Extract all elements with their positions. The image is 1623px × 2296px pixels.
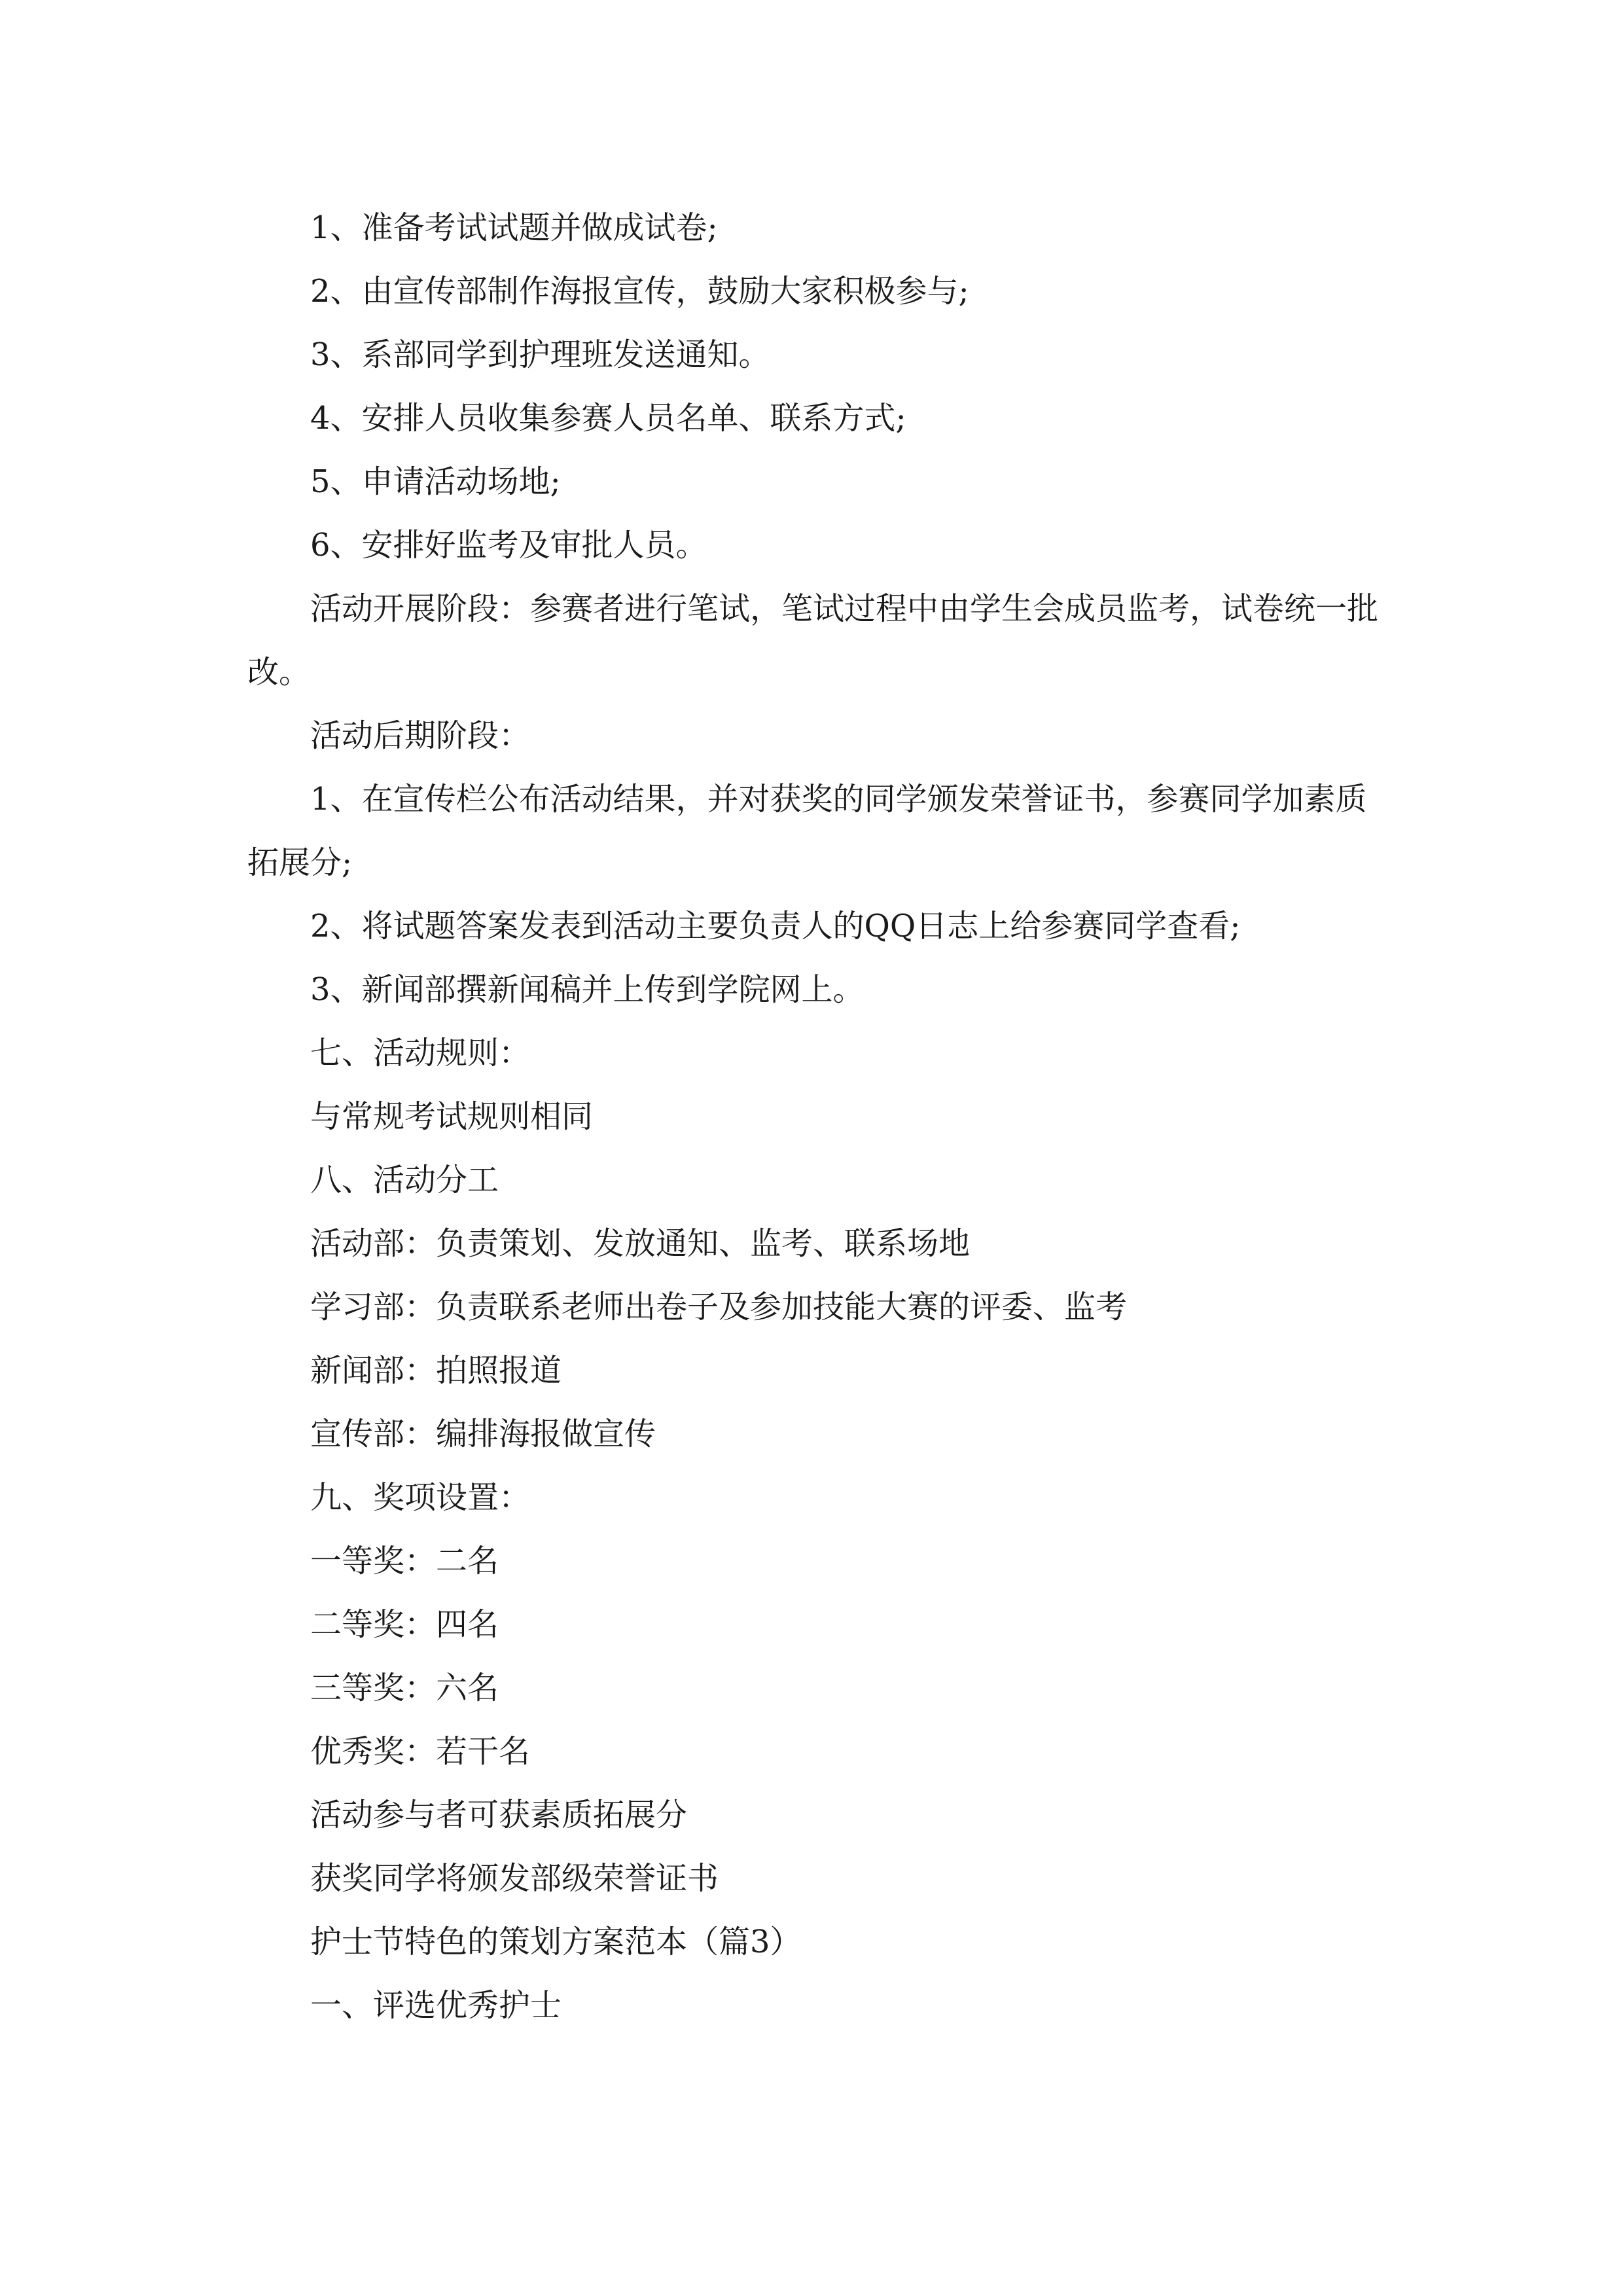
paragraph-division-news: 新闻部：拍照报道 (310, 1352, 562, 1389)
paragraph-post-3: 3、新闻部撰新闻稿并上传到学院网上。 (310, 971, 865, 1008)
section-heading-division: 八、活动分工 (310, 1162, 499, 1198)
paragraph-award-first: 一等奖：二名 (310, 1543, 499, 1579)
paragraph-prep-5: 5、申请活动场地; (310, 463, 561, 500)
paragraph-prep-2: 2、由宣传部制作海报宣传，鼓励大家积极参与; (310, 273, 969, 310)
paragraph-division-publicity: 宣传部：编排海报做宣传 (310, 1416, 656, 1452)
paragraph-award-excellent: 优秀奖：若干名 (310, 1733, 531, 1770)
paragraph-post-2: 2、将试题答案发表到活动主要负责人的QQ日志上给参赛同学查看; (310, 908, 1241, 944)
paragraph-award-third: 三等奖：六名 (310, 1670, 499, 1706)
paragraph-award-second: 二等奖：四名 (310, 1606, 499, 1643)
section-heading-rules: 七、活动规则： (310, 1035, 531, 1071)
paragraph-activity-stage: 活动开展阶段：参赛者进行笔试，笔试过程中由学生会成员监考，试卷统一批改。 (247, 590, 1379, 691)
section-heading-select-nurse: 一、评选优秀护士 (310, 1987, 562, 2024)
paragraph-rules: 与常规考试规则相同 (310, 1098, 594, 1135)
paragraph-post-stage-heading: 活动后期阶段： (310, 717, 531, 754)
paragraph-prep-1: 1、准备考试试题并做成试卷; (310, 209, 718, 246)
paragraph-division-activity: 活动部：负责策划、发放通知、监考、联系场地 (310, 1225, 971, 1262)
paragraph-participation: 活动参与者可获素质拓展分 (310, 1797, 688, 1833)
section-heading-awards: 九、奖项设置： (310, 1479, 531, 1516)
paragraph-division-study: 学习部：负责联系老师出卷子及参加技能大赛的评委、监考 (310, 1289, 1128, 1325)
paragraph-post-1: 1、在宣传栏公布活动结果，并对获奖的同学颁发荣誉证书，参赛同学加素质拓展分; (247, 781, 1367, 881)
paragraph-prep-6: 6、安排好监考及审批人员。 (310, 527, 707, 564)
paragraph-article-title: 护士节特色的策划方案范本（篇3） (310, 1924, 802, 1960)
paragraph-prep-4: 4、安排人员收集参赛人员名单、联系方式; (310, 400, 906, 437)
document-body (247, 196, 1389, 2037)
paragraph-certificate: 获奖同学将颁发部级荣誉证书 (310, 1860, 719, 1897)
paragraph-prep-3: 3、系部同学到护理班发送通知。 (310, 336, 770, 373)
